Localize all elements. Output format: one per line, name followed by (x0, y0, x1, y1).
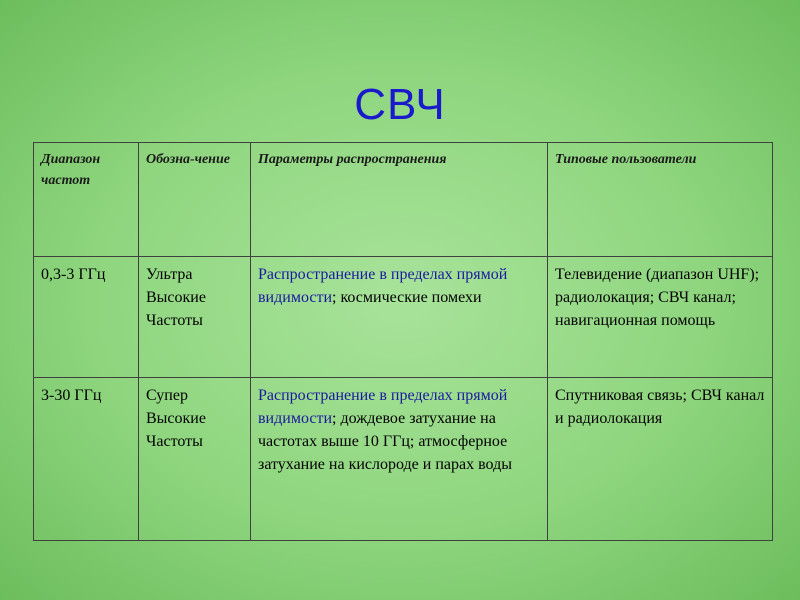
cell-designation: Супер Высокие Частоты (139, 378, 251, 541)
header-propagation: Параметры распространения (251, 143, 548, 257)
propagation-rest: ; космические помехи (332, 289, 482, 306)
cell-users: Телевидение (диапазон UHF); радиолокация; СВЧ канал; навигационная помощь (548, 257, 773, 378)
cell-range: 0,3-3 ГГц (34, 257, 139, 378)
propagation-highlight: Распространение в пределах прямой видимости (258, 387, 508, 427)
table-row (34, 378, 773, 541)
header-users: Типовые пользователи (548, 143, 773, 257)
cell-designation: Ультра Высокие Частоты (139, 257, 251, 378)
header-frequency-range: Диапазон частот (34, 143, 139, 257)
header-designation: Обозна-чение (139, 143, 251, 257)
table-header-row (34, 143, 773, 257)
cell-users: Спутниковая связь; СВЧ канал и радиолокация (548, 378, 773, 541)
slide-title: СВЧ (354, 80, 446, 129)
propagation-rest: ; дождевое затухание на частотах выше 10 ГГц; атмосферное затухание на кислороде и парах воды (258, 410, 512, 473)
cell-propagation (251, 378, 548, 541)
table-row (34, 257, 773, 378)
propagation-highlight: Распространение в пределах прямой видимости (258, 266, 508, 306)
cell-range: 3-30 ГГц (34, 378, 139, 541)
frequency-table (33, 142, 773, 541)
cell-propagation (251, 257, 548, 378)
